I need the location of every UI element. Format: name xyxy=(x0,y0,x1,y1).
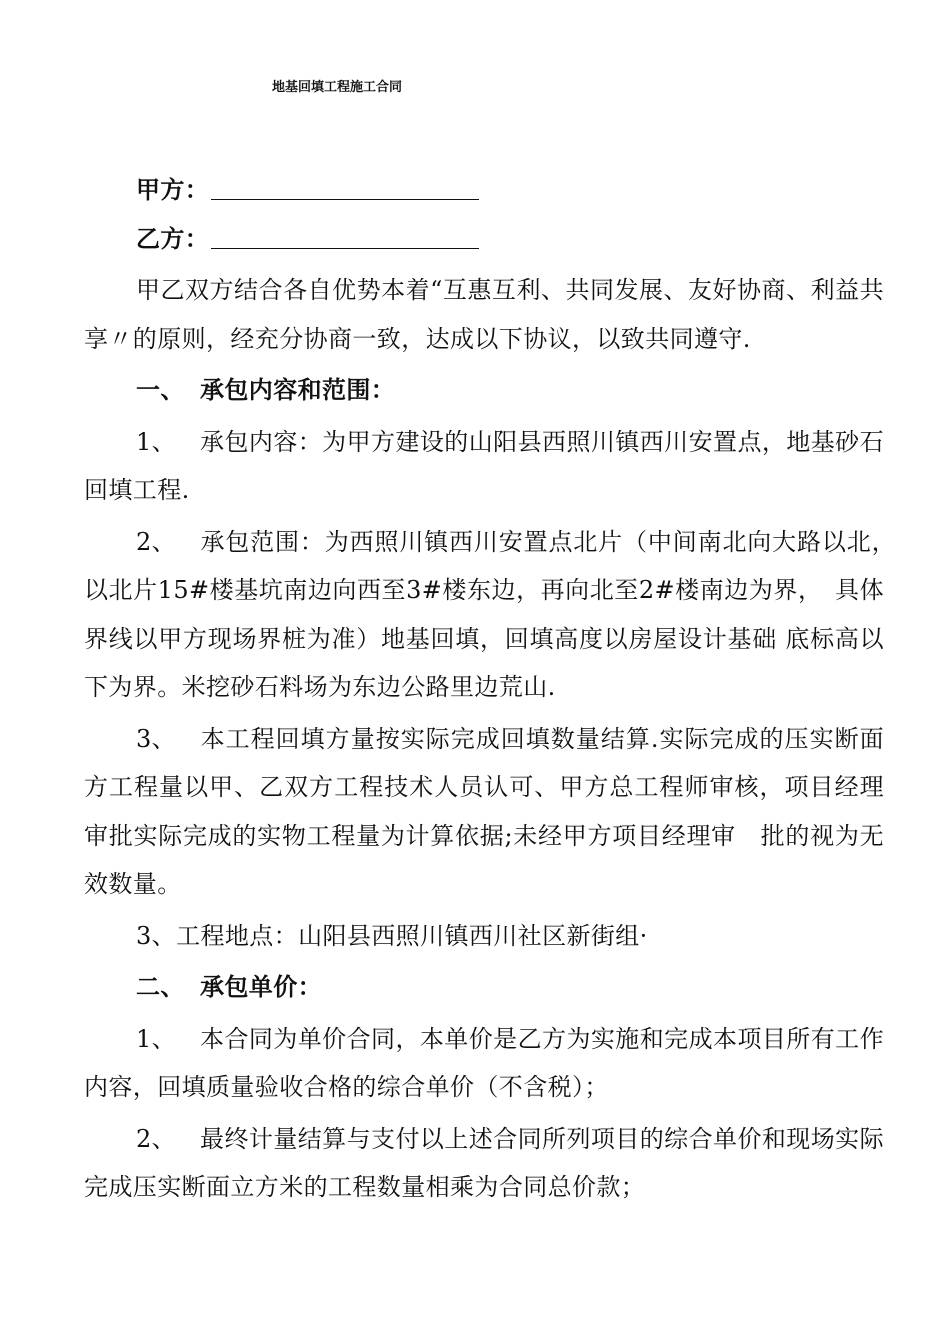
item-number: 3、 xyxy=(136,724,177,753)
section-1-item-3 xyxy=(84,715,884,909)
party-a-blank xyxy=(211,173,479,200)
item-number: 1、 xyxy=(136,1024,177,1053)
party-b-label: 乙方： xyxy=(136,223,210,253)
section-1-location: 3、工程地点：山阳县西照川镇西川社区新街组· xyxy=(136,921,648,950)
item-text: 承包内容：为甲方建设的山阳县西照川镇西川安置点，地基砂石回填工程. xyxy=(84,427,884,504)
item-text: 本合同为单价合同，本单价是乙方为实施和完成本项目所有工作内容，回填质量验收合格的综合单价（不含税）； xyxy=(84,1024,884,1101)
party-a-line xyxy=(84,166,884,215)
party-b-line xyxy=(84,215,884,264)
item-number: 2、 xyxy=(136,527,177,556)
section-1-title: 承包内容和范围： xyxy=(200,375,396,404)
item-text: 本工程回填方量按实际完成回填数量结算.实际完成的压实断面方工程量以甲、乙双方工程技术人员认可、甲方总工程师审核，项目经理审批实际完成的实物工程量为计算依据;未经甲方项目经理审 批的视为无效数量。 xyxy=(84,724,884,898)
section-2-heading xyxy=(84,963,884,1012)
section-1-heading xyxy=(84,366,884,415)
item-text: 最终计量结算与支付以上述合同所列项目的综合单价和现场实际完成压实断面立方米的工程数量相乘为合同总价款； xyxy=(84,1124,884,1201)
section-1-item-1 xyxy=(84,418,884,515)
intro-paragraph: 甲乙双方结合各自优势本着“互惠互利、共同发展、友好协商、利益共享〃的原则，经充分协商一致，达成以下协议，以致共同遵守. xyxy=(84,276,884,353)
section-2-title: 承包单价： xyxy=(200,972,322,1001)
item-text: 承包范围：为西照川镇西川安置点北片（中间南北向大路以北， 以北片15#楼基坑南边向西至3#楼东边，再向北至2#楼南边为界， 具体界线以甲方现场界桩为准）地基回填，回填高度以房屋设计基础 底标高以下为界。米挖砂石料场为东边公路里边荒山. xyxy=(84,527,909,701)
party-a-label: 甲方： xyxy=(136,175,210,204)
party-b-blank xyxy=(211,222,479,249)
item-number: 2、 xyxy=(136,1124,177,1153)
section-1-number: 一、 xyxy=(136,375,185,404)
document-body xyxy=(84,166,909,1212)
section-2-number: 二、 xyxy=(136,972,185,1001)
section-2-item-1 xyxy=(84,1015,884,1112)
section-1-item-2 xyxy=(84,518,909,712)
item-number: 1、 xyxy=(136,427,177,456)
section-2-item-2 xyxy=(84,1115,884,1212)
document-title: 地基回填工程施工合同 xyxy=(272,80,403,95)
